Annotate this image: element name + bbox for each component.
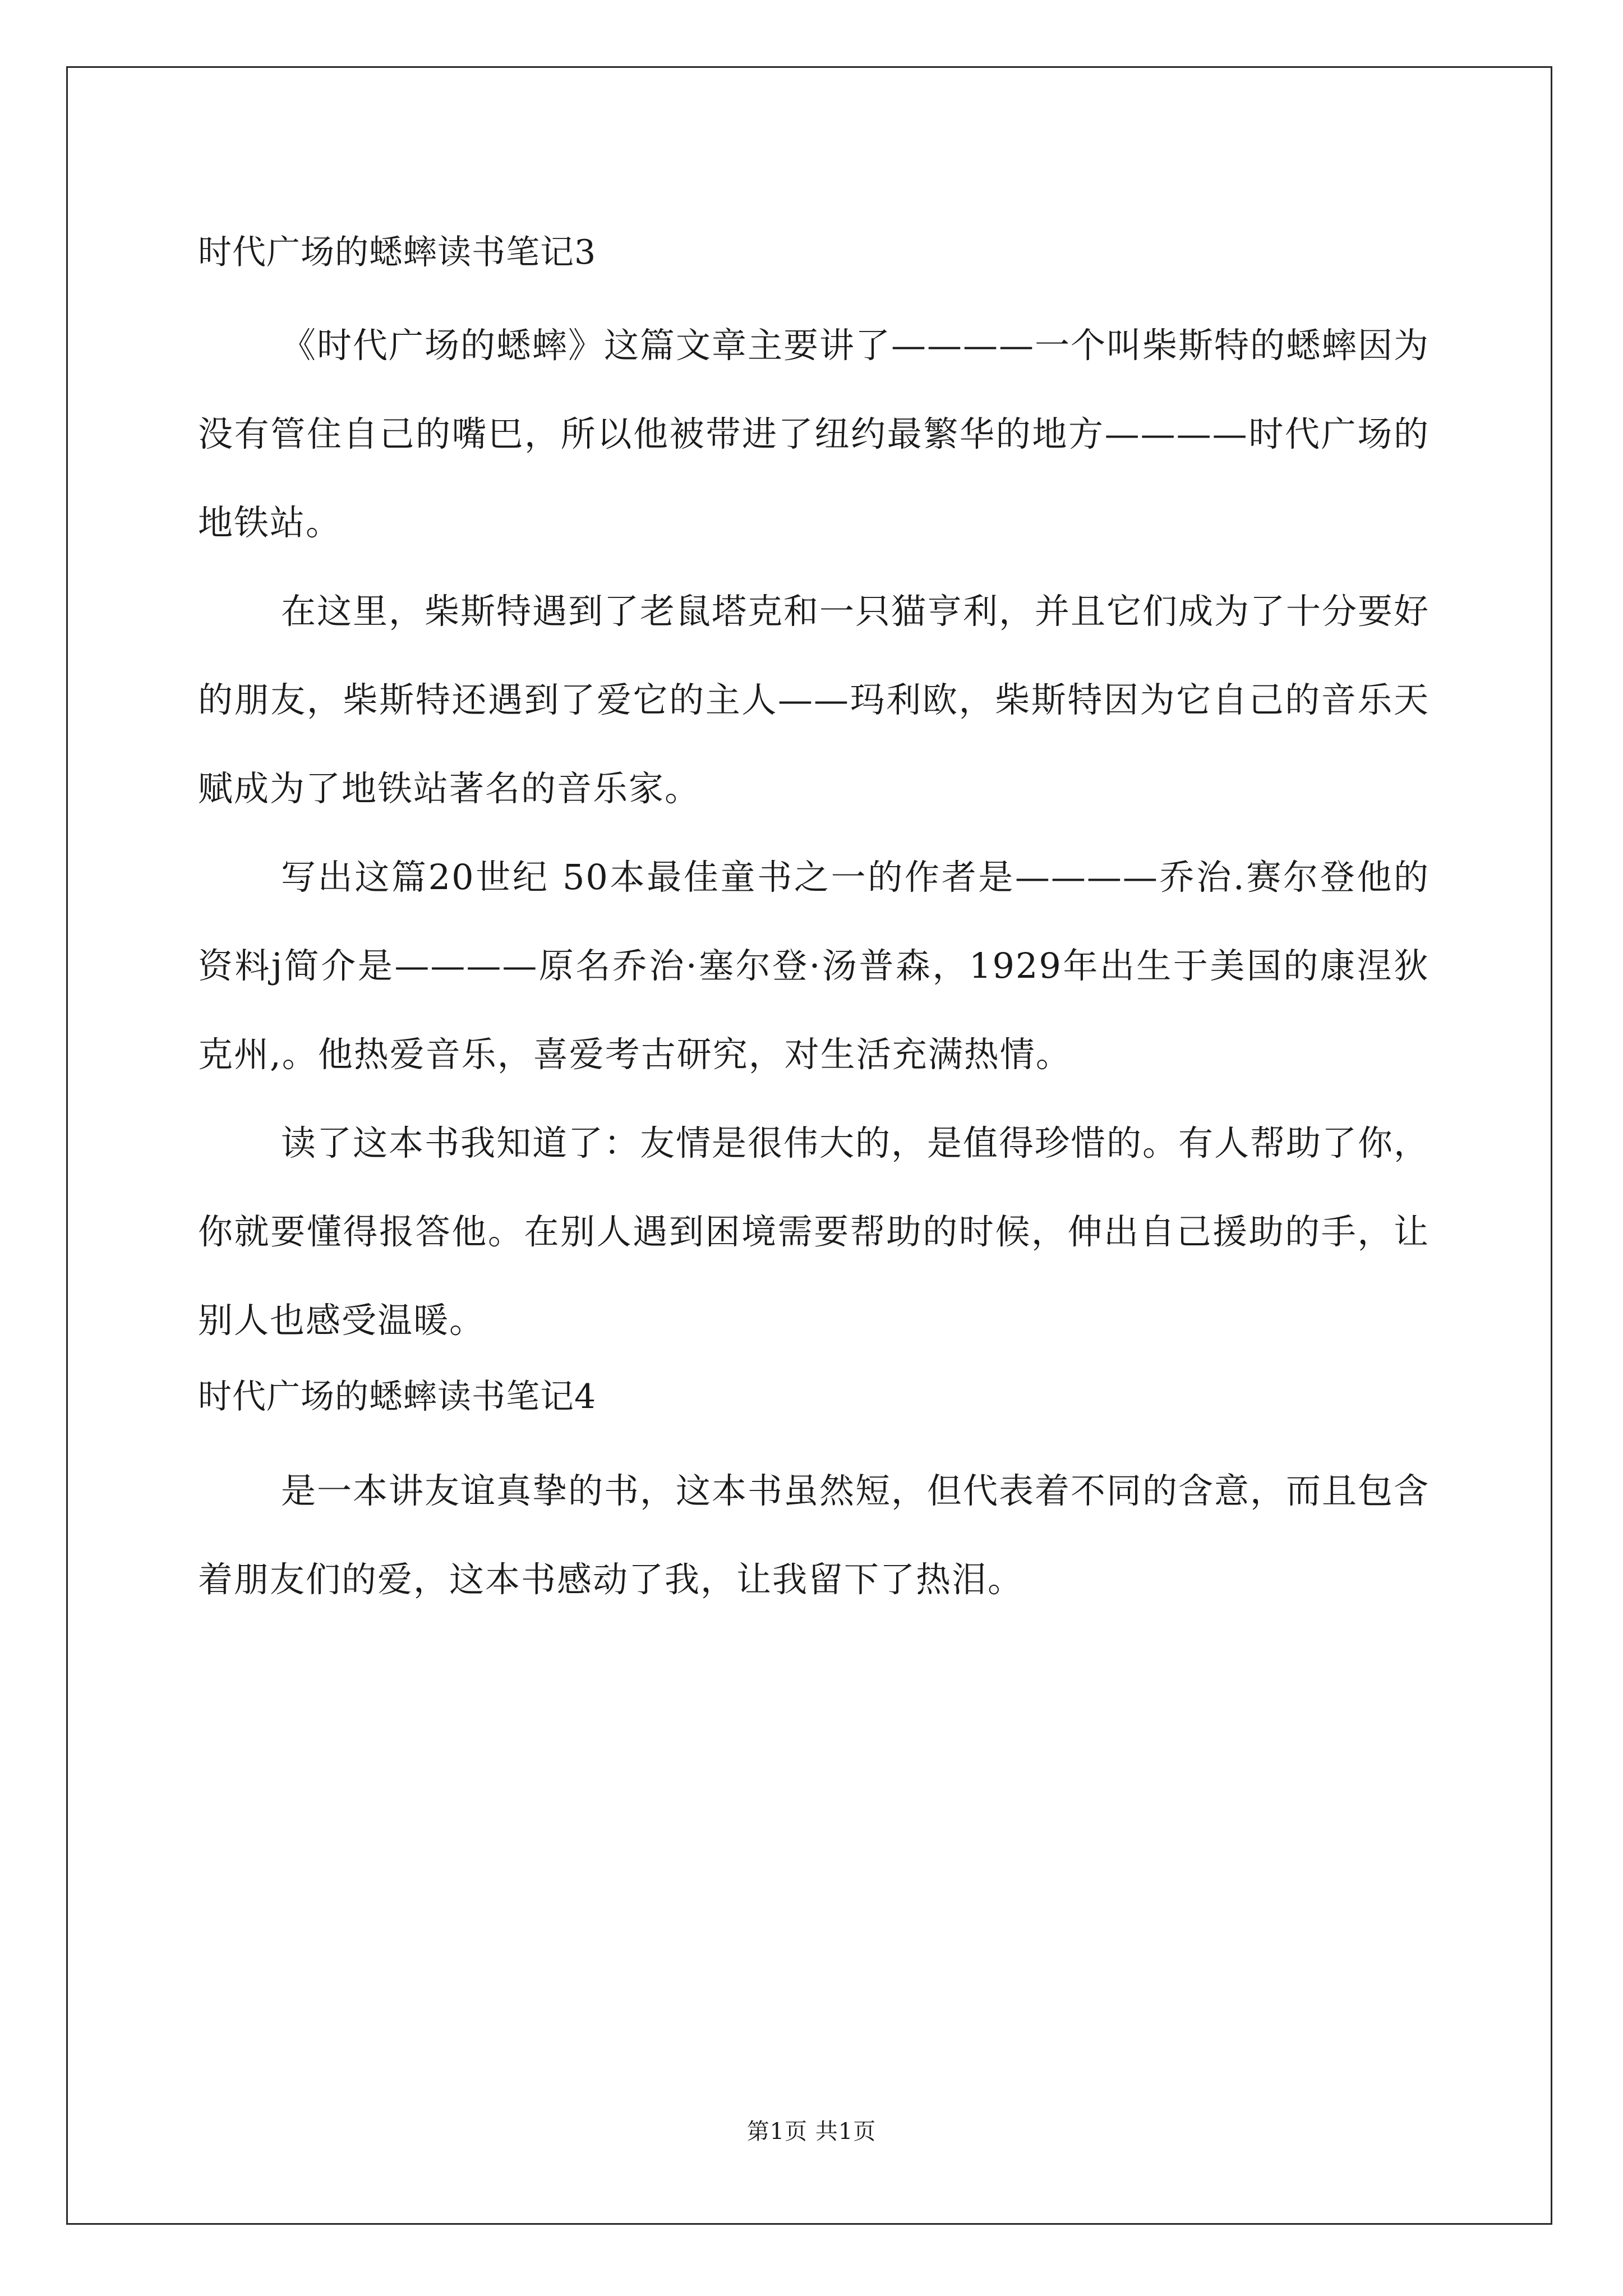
paragraph: 是一本讲友谊真挚的书，这本书虽然短，但代表着不同的含意，而且包含着朋友们的爱，这本书感动了我，让我留下了热泪。 (198, 1470, 1430, 1600)
section-heading: 时代广场的蟋蟀读书笔记3 (198, 233, 597, 272)
document-body (198, 222, 1430, 1624)
paragraph: 在这里，柴斯特遇到了老鼠塔克和一只猫亨利，并且它们成为了十分要好的朋友，柴斯特还遇到了爱它的主人——玛利欧，柴斯特因为它自己的音乐天赋成为了地铁站著名的音乐家。 (198, 591, 1430, 809)
paragraph: 写出这篇20世纪 50本最佳童书之一的作者是————乔治.赛尔登他的资料j简介是————原名乔治·塞尔登·汤普森，1929年出生于美国的康涅狄克州,。他热爱音乐，喜爱考古研究，对生活充满热情。 (198, 857, 1430, 1075)
section-heading: 时代广场的蟋蟀读书笔记4 (198, 1377, 597, 1416)
paragraph: 《时代广场的蟋蟀》这篇文章主要讲了————一个叫柴斯特的蟋蟀因为没有管住自己的嘴巴，所以他被带进了纽约最繁华的地方————时代广场的地铁站。 (198, 325, 1430, 543)
page-footer: 第1页 共1页 (746, 2119, 877, 2145)
paragraph: 读了这本书我知道了：友情是很伟大的，是值得珍惜的。有人帮助了你，你就要懂得报答他。在别人遇到困境需要帮助的时候，伸出自己援助的手，让别人也感受温暖。 (198, 1122, 1430, 1341)
